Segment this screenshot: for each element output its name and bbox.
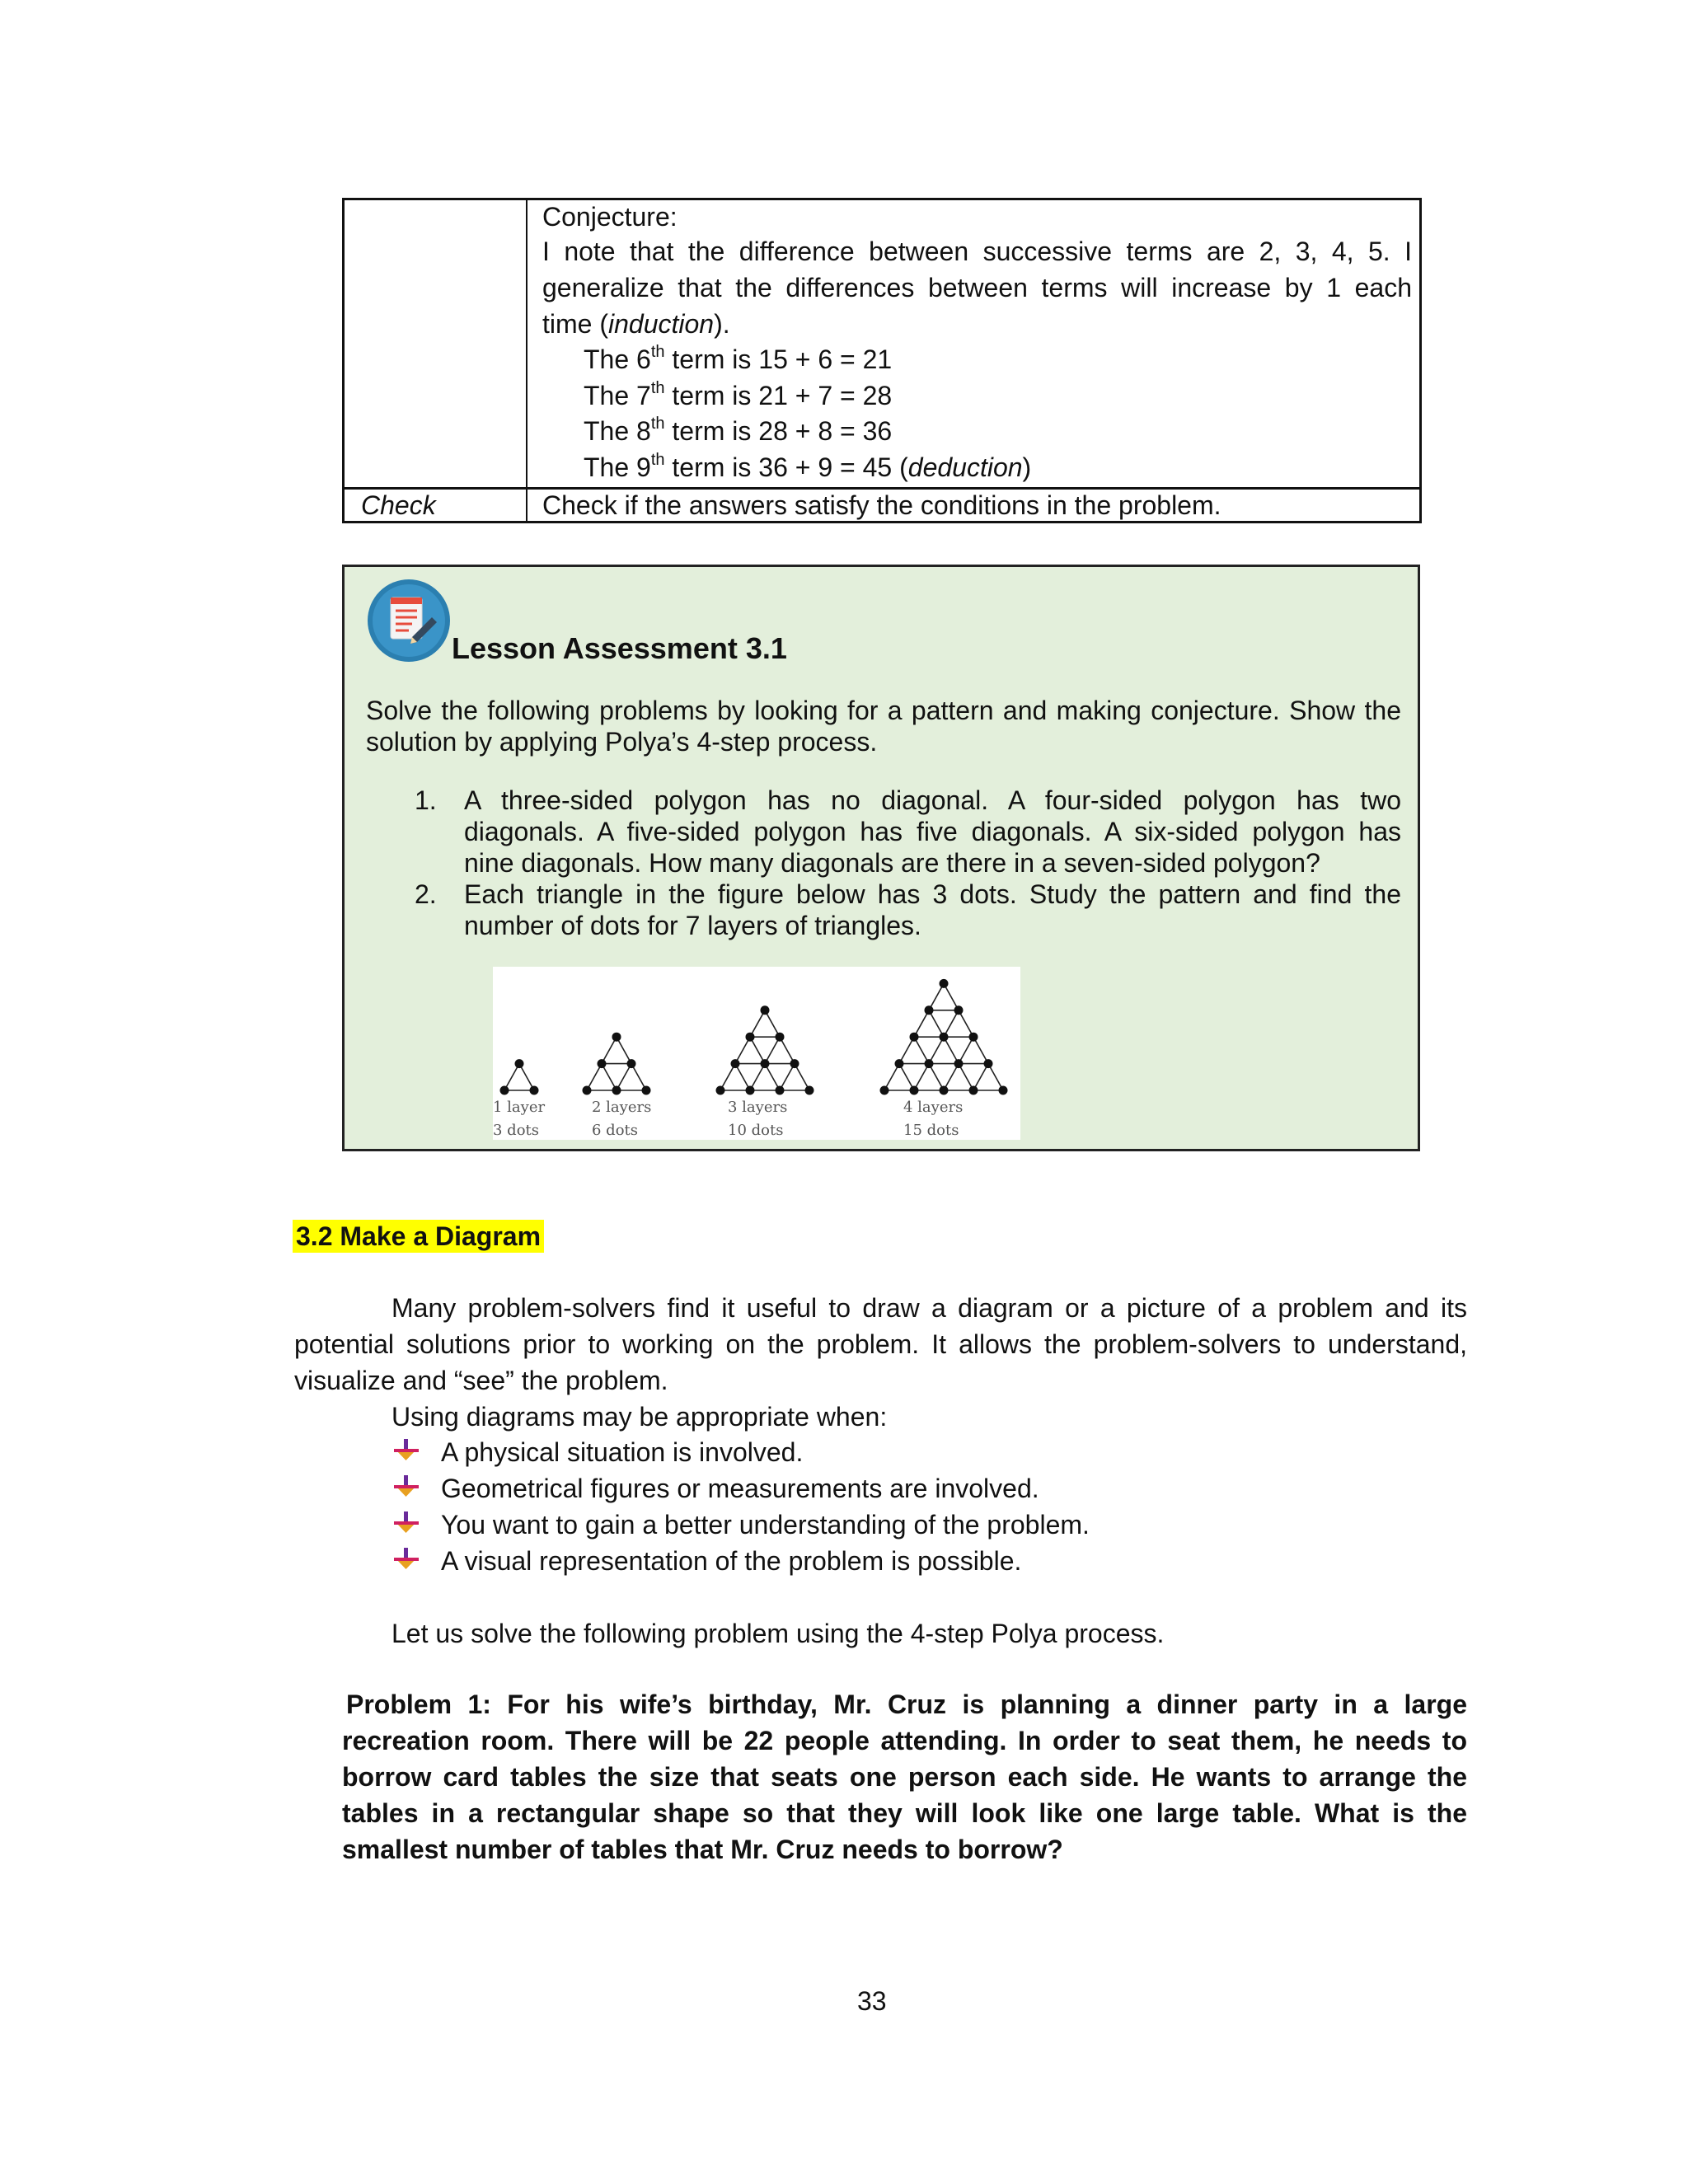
triangle-dot <box>761 1005 770 1015</box>
problem-line-2: recreation room. There will be 22 people attending. In order to seat them, he needs to <box>342 1726 1467 1755</box>
term-9-line: The 9th term is 36 + 9 = 45 (deduction) <box>584 451 1032 482</box>
assessment-intro-line-2: solution by applying Polya’s 4-step process. <box>366 727 878 757</box>
figure-label-dots: 3 dots <box>493 1122 540 1139</box>
bullet-text: You want to gain a better understanding of the problem. <box>441 1510 1090 1540</box>
triangle-dot <box>642 1086 651 1095</box>
deduction-term: deduction <box>907 452 1023 482</box>
assessment-intro-line-1: Solve the following problems by looking for a pattern and making conjecture. Show the <box>366 696 1401 725</box>
triangle-dot <box>530 1086 539 1095</box>
bullet-text: Geometrical figures or measurements are involved. <box>441 1474 1039 1503</box>
figure-label-dots: 10 dots <box>728 1122 784 1139</box>
triangle-dot <box>805 1086 814 1095</box>
problem-line-3: borrow card tables the size that seats one person each side. He wants to arrange the <box>342 1762 1467 1792</box>
section-heading: 3.2 Make a Diagram <box>293 1220 544 1253</box>
triangle-dot <box>612 1033 621 1042</box>
bullet-text: A visual representation of the problem is possible. <box>441 1546 1022 1576</box>
triangle-dot <box>925 1059 934 1068</box>
item-number-1: 1. <box>415 785 437 815</box>
term-7-line: The 7th term is 21 + 7 = 28 <box>584 379 893 410</box>
triangle-dot <box>500 1086 509 1095</box>
item-2-line-1: Each triangle in the figure below has 3 dots. Study the pattern and find the <box>464 879 1401 909</box>
triangle-dot <box>731 1059 740 1068</box>
figure-label-dots: 6 dots <box>592 1122 639 1139</box>
item-number-2: 2. <box>415 879 437 909</box>
page-number: 33 <box>857 1986 887 2016</box>
triangle-dot <box>746 1086 755 1095</box>
arrow-bullet-icon <box>392 1474 420 1502</box>
item-1-line-1: A three-sided polygon has no diagonal. A four-sided polygon has two <box>464 785 1401 815</box>
triangle-layer-figure <box>716 1005 814 1094</box>
triangle-dot <box>954 1005 964 1015</box>
triangle-dot <box>746 1033 755 1042</box>
triangle-dot <box>627 1059 636 1068</box>
para-line-2: potential solutions prior to working on the problem. It allows the problem-solvers to understand, <box>294 1329 1467 1359</box>
triangle-dot <box>984 1059 993 1068</box>
triangle-dot <box>598 1059 607 1068</box>
triangle-dot <box>880 1086 889 1095</box>
triangle-layer-figure <box>500 1059 539 1094</box>
triangle-dot <box>583 1086 592 1095</box>
figure-label-layers: 3 layers <box>728 1099 788 1116</box>
triangle-dot <box>999 1086 1008 1095</box>
conjecture-line-3: time (induction). <box>542 309 730 339</box>
bullet-text: A physical situation is involved. <box>441 1437 804 1467</box>
para-line-1: Many problem-solvers find it useful to draw a diagram or a picture of a problem and its <box>392 1293 1467 1323</box>
triangle-dot <box>776 1033 785 1042</box>
induction-term: induction <box>608 309 715 339</box>
triangle-dot <box>940 1086 949 1095</box>
triangle-dot <box>716 1086 725 1095</box>
triangle-dot <box>940 979 949 988</box>
triangle-dot <box>776 1086 785 1095</box>
triangle-dot <box>969 1086 978 1095</box>
triangle-dot <box>895 1059 904 1068</box>
figure-label-layers: 2 layers <box>592 1099 652 1116</box>
triangle-dot <box>612 1086 621 1095</box>
conjecture-label: Conjecture: <box>542 202 678 232</box>
lets-solve-text: Let us solve the following problem using the 4-step Polya process. <box>392 1619 1165 1648</box>
term-8-line: The 8th term is 28 + 8 = 36 <box>584 415 893 446</box>
triangle-dot <box>925 1005 934 1015</box>
problem-line-5: smallest number of tables that Mr. Cruz needs to borrow? <box>342 1835 1063 1864</box>
check-text: Check if the answers satisfy the conditions in the problem. <box>542 490 1221 520</box>
diagram-when-text: Using diagrams may be appropriate when: <box>392 1402 888 1432</box>
triangle-dot <box>790 1059 799 1068</box>
figure-label-dots: 15 dots <box>903 1122 959 1139</box>
item-1-line-2: diagonals. A five-sided polygon has five diagonals. A six-sided polygon has <box>464 817 1401 846</box>
arrow-bullet-icon <box>392 1510 420 1538</box>
problem-line-1: Problem 1: For his wife’s birthday, Mr. Cruz is planning a dinner party in a large <box>346 1690 1467 1719</box>
triangle-dot <box>954 1059 964 1068</box>
check-label: Check <box>361 490 436 520</box>
conjecture-line-1: I note that the difference between successive terms are 2, 3, 4, 5. I <box>542 237 1412 266</box>
triangle-dots-figure <box>493 967 1020 1140</box>
table-column-divider <box>526 200 528 521</box>
triangle-layer-figure <box>583 1033 651 1095</box>
solution-table <box>342 198 1422 523</box>
assessment-title: Lesson Assessment 3.1 <box>452 631 787 665</box>
triangle-dot <box>910 1086 919 1095</box>
triangle-dot <box>515 1059 524 1068</box>
term-6-line: The 6th term is 15 + 6 = 21 <box>584 343 893 374</box>
figure-label-layers: 4 layers <box>903 1099 964 1116</box>
arrow-bullet-icon <box>392 1437 420 1465</box>
lesson-assessment-box <box>342 565 1420 1151</box>
item-1-line-3: nine diagonals. How many diagonals are there in a seven-sided polygon? <box>464 848 1320 878</box>
item-2-line-2: number of dots for 7 layers of triangles. <box>464 911 921 940</box>
triangle-dot <box>910 1033 919 1042</box>
para-line-3: visualize and “see” the problem. <box>294 1366 668 1395</box>
conjecture-line-2: generalize that the differences between terms will increase by 1 each <box>542 273 1412 302</box>
triangle-dot <box>761 1059 770 1068</box>
figure-label-layers: 1 layer <box>493 1099 546 1116</box>
notepad-pencil-icon <box>366 578 452 663</box>
triangle-dot <box>940 1033 949 1042</box>
arrow-bullet-icon <box>392 1546 420 1574</box>
triangle-dot <box>969 1033 978 1042</box>
triangle-layer-figure <box>880 979 1008 1095</box>
problem-line-4: tables in a rectangular shape so that they will look like one large table. What is the <box>342 1798 1467 1828</box>
